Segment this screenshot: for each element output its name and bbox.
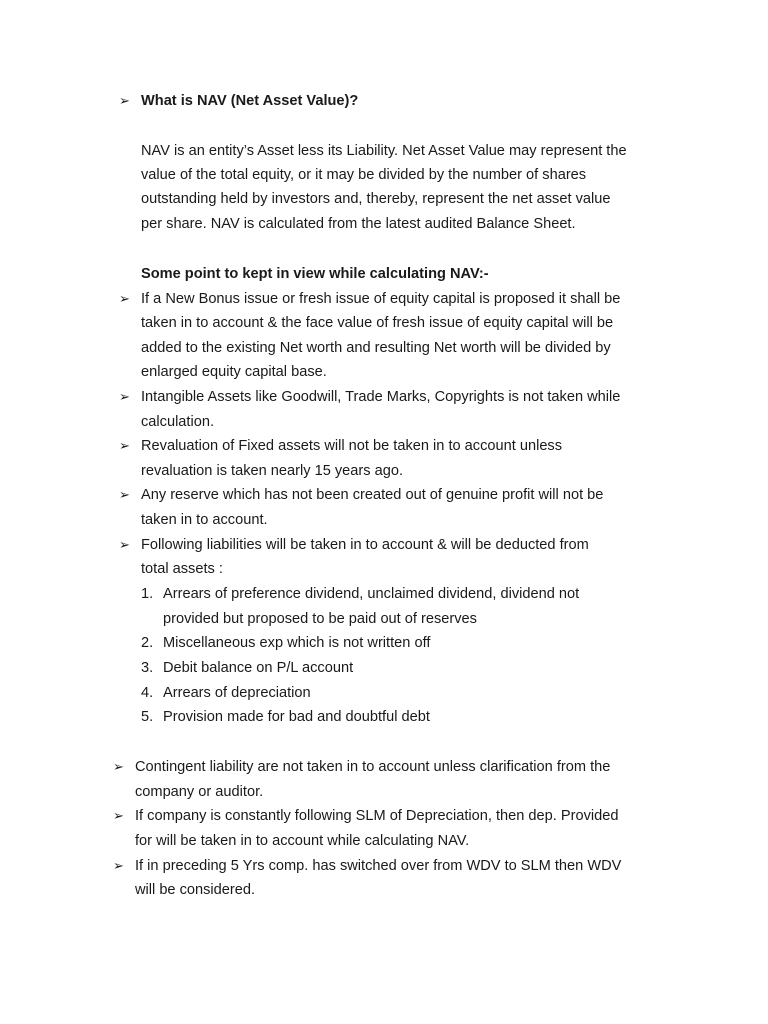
list-number: 4. — [141, 685, 154, 701]
list-item-line: Miscellaneous exp which is not written off — [163, 635, 431, 651]
bullet-arrow-icon: ➢ — [113, 808, 124, 823]
list-item-line: Arrears of depreciation — [163, 685, 311, 701]
point-line: Intangible Assets like Goodwill, Trade Marks, Copyrights is not taken while — [141, 389, 621, 405]
point-line: will be considered. — [135, 882, 256, 898]
point-line: Following liabilities will be taken in to account & will be deducted from — [141, 537, 589, 553]
point-line: total assets : — [141, 561, 223, 577]
point-line: taken in to account. — [141, 512, 268, 528]
intro-line: per share. NAV is calculated from the latest audited Balance Sheet. — [141, 216, 576, 232]
list-number: 2. — [141, 635, 154, 651]
point-line: Contingent liability are not taken in to account unless clarification from the — [135, 759, 611, 775]
section-heading: What is NAV (Net Asset Value)? — [141, 93, 359, 109]
point-line: Revaluation of Fixed assets will not be taken in to account unless — [141, 438, 563, 454]
point-line: revaluation is taken nearly 15 years ago. — [141, 463, 404, 479]
bullet-arrow-icon: ➢ — [119, 537, 130, 552]
point-line: If a New Bonus issue or fresh issue of equity capital is proposed it shall be — [141, 291, 621, 307]
subheading: Some point to kept in view while calculating NAV:- — [141, 266, 489, 282]
point-line: taken in to account & the face value of fresh issue of equity capital will be — [141, 315, 614, 331]
intro-line: NAV is an entity’s Asset less its Liability. Net Asset Value may represent the — [141, 143, 627, 159]
list-number: 1. — [141, 586, 154, 602]
list-item-line: provided but proposed to be paid out of reserves — [163, 611, 477, 627]
bullet-arrow-icon: ➢ — [119, 438, 130, 453]
point-line: for will be taken in to account while calculating NAV. — [135, 833, 470, 849]
point-line: If company is constantly following SLM of Depreciation, then dep. Provided — [135, 808, 619, 824]
bullet-arrow-icon: ➢ — [113, 858, 124, 873]
list-item-line: Debit balance on P/L account — [163, 660, 354, 676]
list-number: 5. — [141, 709, 154, 725]
point-line: added to the existing Net worth and resulting Net worth will be divided by — [141, 340, 611, 356]
bullet-arrow-icon: ➢ — [119, 93, 130, 108]
intro-line: value of the total equity, or it may be divided by the number of shares — [141, 167, 587, 183]
list-number: 3. — [141, 660, 154, 676]
list-item-line: Provision made for bad and doubtful debt — [163, 709, 430, 725]
point-line: Any reserve which has not been created out of genuine profit will not be — [141, 487, 604, 503]
point-line: company or auditor. — [135, 784, 264, 800]
bullet-arrow-icon: ➢ — [113, 759, 124, 774]
point-line: calculation. — [141, 414, 215, 430]
point-line: If in preceding 5 Yrs comp. has switched over from WDV to SLM then WDV — [135, 858, 622, 874]
bullet-arrow-icon: ➢ — [119, 291, 130, 306]
bullet-arrow-icon: ➢ — [119, 487, 130, 502]
point-line: enlarged equity capital base. — [141, 364, 327, 380]
list-item-line: Arrears of preference dividend, unclaimed dividend, dividend not — [163, 586, 580, 602]
intro-line: outstanding held by investors and, thereby, represent the net asset value — [141, 191, 611, 207]
bullet-arrow-icon: ➢ — [119, 389, 130, 404]
